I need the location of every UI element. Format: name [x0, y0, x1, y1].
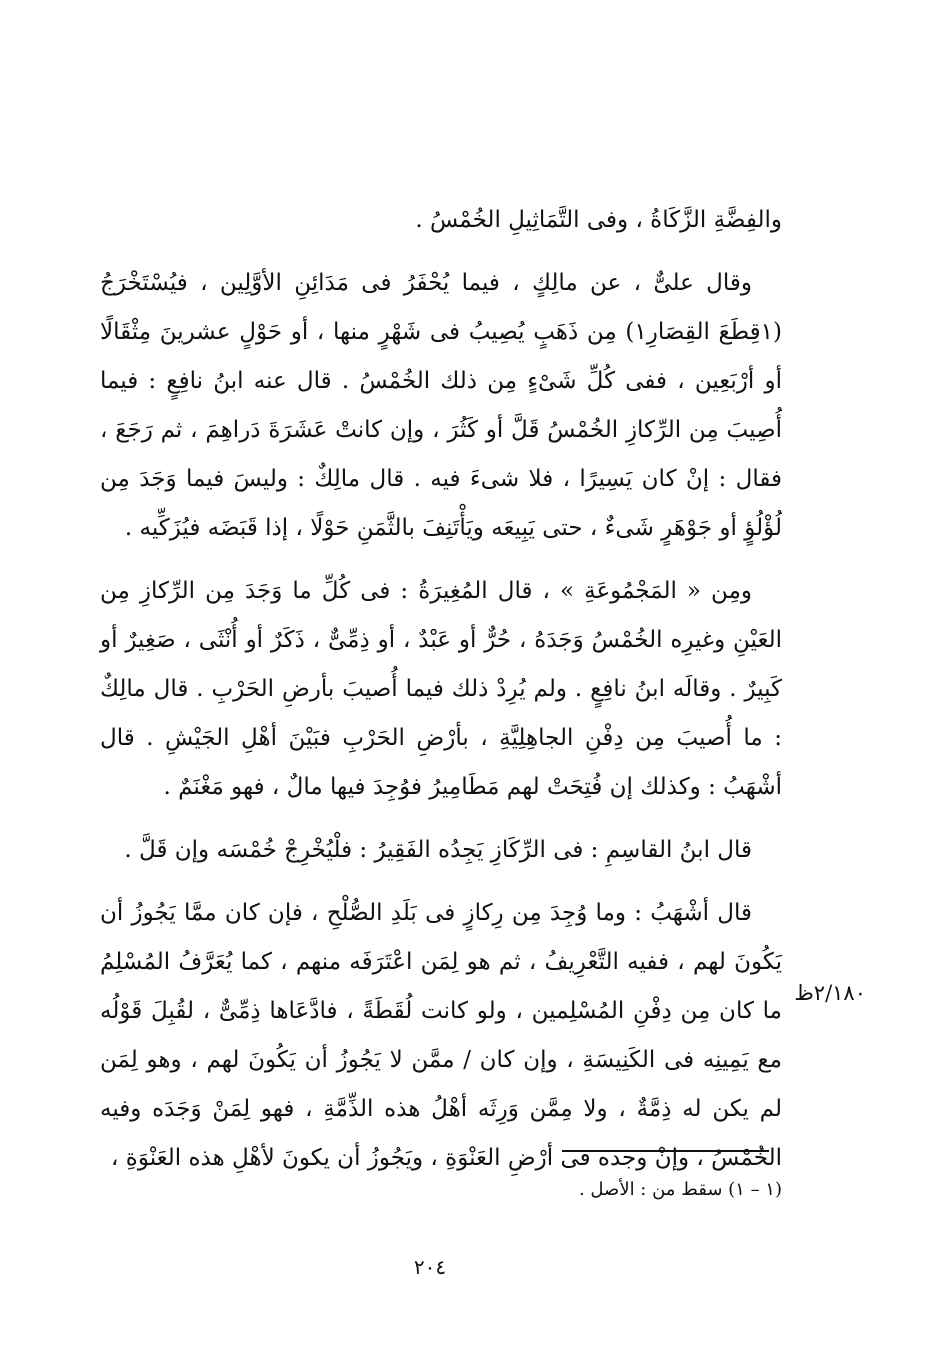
footnote: (١ – ١) سقط من : الأصل .: [578, 1179, 782, 1200]
margin-reference: ٢/١٨٠ظ: [794, 981, 866, 1005]
page-number: ٢٠٤: [413, 1255, 447, 1279]
paragraph-1: والفِضَّةِ الزَّكَاةُ ، وفى التَّمَاثِيلِ الخُمْسُ .: [415, 207, 782, 233]
footnote-separator: [562, 1150, 769, 1152]
paragraph-5: قال أشْهَبُ : وما وُجِدَ مِن رِكازٍ فى بَلَدِ الصُّلْحِ ، فإن كان ممَّا يَجُوزُ أن يَكُونَ لهم ، ففيه التَّعْرِيفُ ، ثم هو لِمَن اعْتَرَفَه منهم ، كما يُعَرَّفُ المُسْلِمُ ما كان مِن دِفْنِ المُسْلِمين ، ولو كانت لُقَطَةً ، فادَّعَاها ذِمِّىٌّ ، لقُبِلَ قَوْلُه مع يَمِينِه فى الكَنِيسَةِ ، وإن كان / ممَّن لا يَجُوزُ أن يَكُونَ لهم ، وهو لِمَن لم يكن له ذِمَّةٌ ، ولا مِمَّن وَرِثَه أهْلُ هذه الذِّمَّةِ ، فهو لِمَنْ وَجَدَه وفيه الخُمْسُ ، وإنْ وجده فى أرْضِ العَنْوَةِ ، ويَجُوزُ أن يكونَ لأهْلِ هذه العَنْوَةِ ،: [100, 900, 782, 1171]
main-text: [100, 196, 782, 1197]
paragraph-2: وقال علىٌّ ، عن مالِكٍ ، فيما يُحْفَرُ فى مَدَائِنِ الأوَّلِين ، فيُسْتَخْرَجُ (١قِطَعَ القِصَارِ١) مِن ذَهَبٍ يُصِيبُ فى شَهْرٍ منها ، أو حَوْلٍ عشرينَ مِثْقَالًا أو أرْبَعِين ، ففى كُلِّ شَىْءٍ مِن ذلك الخُمْسُ . قال عنه ابنُ نافِعٍ : فيما أُصِيبَ مِن الرِّكازِ الخُمْسُ قَلَّ أو كَثُرَ ، وإن كانتْ عَشَرَةَ دَراهِمَ ، ثم رَجَعَ ، فقال : إنْ كان يَسِيرًا ، فلا شىءَ فيه . قال مالِكٌ : وليسَ فيما وَجَدَ مِن لُؤْلُؤٍ أو جَوْهَرٍ شَىءٌ ، حتى يَبِيعَه ويَأْتَنِفَ بالثَّمَنِ حَوْلًا ، إذا قَبَضَه فيُزَكِّيه .: [100, 270, 782, 541]
paragraph-3: ومِن « المَجْمُوعَةِ » ، قال المُغِيرَةُ : فى كُلِّ ما وَجَدَ مِن الرِّكازِ مِن العَيْنِ وغيرِه الخُمْسُ وَجَدَهُ ، حُرٌّ أو عَبْدٌ ، أو ذِمِّىٌّ ، ذَكَرٌ أو أُنْثَى ، صَغِيرٌ أو كَبِيرٌ . وقالَه ابنُ نافِعٍ . ولم يُرِدْ ذلك فيما أُصيبَ بأرضِ الحَرْبِ . قال مالِكٌ : ما أُصيبَ مِن دِفْنِ الجاهِلِيَّةِ ، بأرْضِ الحَرْبِ فبَيْنَ أهْلِ الجَيْشِ . قال أشْهَبُ : وكذلك إن فُتِحَتْ لهم مَطَامِيرُ فوُجِدَ فيها مالٌ ، فهو مَغْنَمٌ .: [100, 578, 782, 800]
paragraph-4: قال ابنُ القاسِمِ : فى الرِّكَازِ يَجِدُه الفَقِيرُ : فلْيُخْرِجْ خُمْسَه وإن قَلَّ .: [124, 837, 752, 863]
